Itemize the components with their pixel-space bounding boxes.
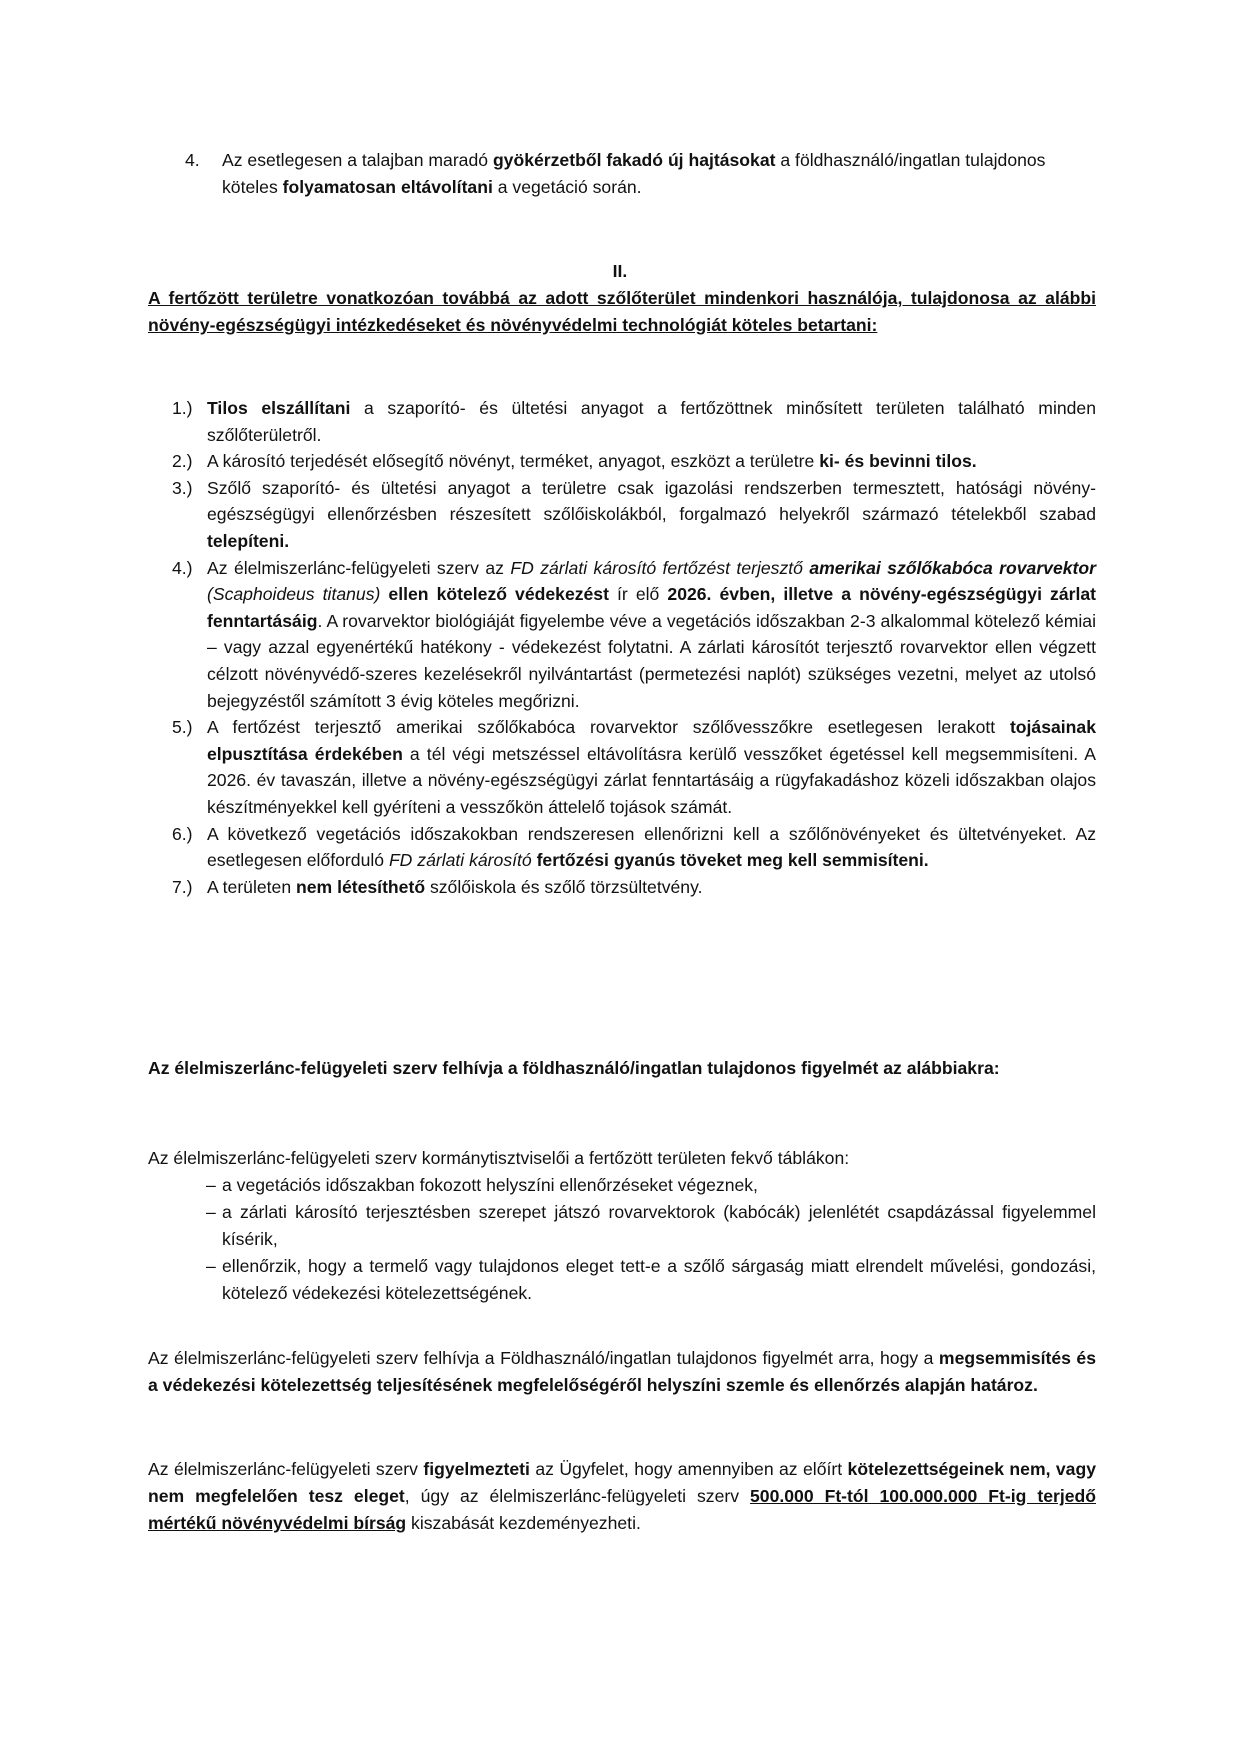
list-number: 5.) <box>172 717 193 738</box>
measure-item-5: 5.) A fertőzést terjesztő amerikai szőlőkabóca rovarvektor szőlővesszőkre esetlegesen lerakott tojásainak elpusztítása érdekében a tél végi metszéssel eltávolításra kerülő vesszőket égetéssel kell megsemmisíteni. A 2026. év tavaszán, illetve a növény-egészségügyi zárlat fenntartásáig a rügyfakadáshoz közeli időszakban olajos készítményekkel kell gyéríteni a vesszőkön áttelelő tojások számát. <box>172 714 1096 820</box>
list-number: 4. <box>185 150 200 170</box>
measure-item-2: 2.) A károsító terjedését elősegítő növényt, terméket, anyagot, eszközt a területre ki- és bevinni tilos. <box>172 448 1096 475</box>
dash-bullet-icon: – <box>206 1175 216 1195</box>
measure-item-4: 4.) Az élelmiszerlánc-felügyeleti szerv az FD zárlati károsító fertőzést terjesztő amerikai szőlőkabóca rovarvektor (Scaphoideus titanus) ellen kötelező védekezést ír elő 2026. évben, illetve a növény-egészségügyi zárlat fenntartásáig. A rovarvektor biológiáját figyelembe véve a vegetációs időszakban 2-3 alkalommal kötelező kémiai – vagy azzal egyenértékű hatékony - védekezést folytatni. A zárlati károsítót terjesztő rovarvektor ellen végzett célzott növényvédő-szeres kezelésekről nyilvántartást (permetezési naplót) szükséges vezetni, melyet az utolsó bejegyzéstől számított 3 évig köteles megőrizni. <box>172 555 1096 715</box>
fine-warning-paragraph: Az élelmiszerlánc-felügyeleti szerv figyelmezteti az Ügyfelet, hogy amennyiben az előírt kötelezettségeinek nem, vagy nem megfelelően tesz eleget, úgy az élelmiszerlánc-felügyeleti szerv 500.000 Ft-tól 100.000.000 Ft-ig terjedő mértékű növényvédelmi bírság kiszabását kezdeményezheti. <box>148 1459 1097 1533</box>
measure-item-3: 3.) Szőlő szaporító- és ültetési anyagot a területre csak igazolási rendszerben termesztett, hatósági növény-egészségügyi ellenőrzésben részesített szőlőiskolákból, forgalmazó helyekről származó tételekből szabad telepíteni. <box>172 475 1096 555</box>
list-number: 4.) <box>172 557 193 578</box>
list-number: 7.) <box>172 876 193 897</box>
fine-amount: 500.000 Ft-tól 100.000.000 Ft-ig terjedő mértékű növényvédelmi bírság <box>148 1486 1097 1533</box>
dash-bullet-icon: – <box>206 1202 216 1222</box>
inspection-item: – a zárlati károsító terjesztésben szerepet játszó rovarvektorok (kabócák) jelenlétét csapdázással figyelemmel kísérik, <box>206 1199 1096 1253</box>
notice-heading: Az élelmiszerlánc-felügyeleti szerv felhívja a földhasználó/ingatlan tulajdonos figyelmét az alábbiakra: <box>148 1058 1000 1078</box>
measure-item-7: 7.) A területen nem létesíthető szőlőiskola és szőlő törzsültetvény. <box>172 874 1096 901</box>
list-item-text: Az esetlegesen a talajban maradó gyökérzetből fakadó új hajtásokat a földhasználó/ingatlan tulajdonos köteles folyamatosan eltávolítani a vegetáció során. <box>222 150 1046 197</box>
notice-intro: Az élelmiszerlánc-felügyeleti szerv kormánytisztviselői a fertőzött területen fekvő táblákon: <box>148 1148 850 1168</box>
inspection-paragraph: Az élelmiszerlánc-felügyeleti szerv felhívja a Földhasználó/ingatlan tulajdonos figyelmét arra, hogy a megsemmisítés és a védekezési kötelezettség teljesítésének megfelelőségéről helyszíni szemle és ellenőrzés alapján határoz. <box>148 1348 1097 1395</box>
dash-bullet-icon: – <box>206 1256 216 1276</box>
list-number: 3.) <box>172 477 193 498</box>
section-heading: A fertőzött területre vonatkozóan továbbá az adott szőlőterület mindenkori használója, tulajdonosa az alábbi növény-egészségügyi intézkedéseket és növényvédelmi technológiát köteles betartani: <box>148 288 1096 335</box>
inspection-item: – ellenőrzik, hogy a termelő vagy tulajdonos eleget tett-e a szőlő sárgaság miatt elrendelt művelési, gondozási, kötelező védekezési kötelezettségének. <box>206 1253 1096 1307</box>
inspection-list <box>206 1172 1096 1307</box>
list-number: 2.) <box>172 451 193 472</box>
measure-item-6: 6.) A következő vegetációs időszakokban rendszeresen ellenőrizni kell a szőlőnövényeket és ültetvényeket. Az esetlegesen előforduló FD zárlati károsító fertőzési gyanús töveket meg kell semmisíteni. <box>172 821 1096 874</box>
list-item-top-4 <box>185 147 1096 201</box>
measure-item-1: 1.) Tilos elszállítani a szaporító- és ültetési anyagot a fertőzöttnek minősített területen található minden szőlőterületről. <box>172 395 1096 448</box>
inspection-item: – a vegetációs időszakban fokozott helyszíni ellenőrzéseket végeznek, <box>206 1172 1096 1199</box>
section-number: II. <box>612 261 628 281</box>
measures-list <box>172 395 1096 900</box>
list-number: 6.) <box>172 823 193 844</box>
list-number: 1.) <box>172 398 193 418</box>
